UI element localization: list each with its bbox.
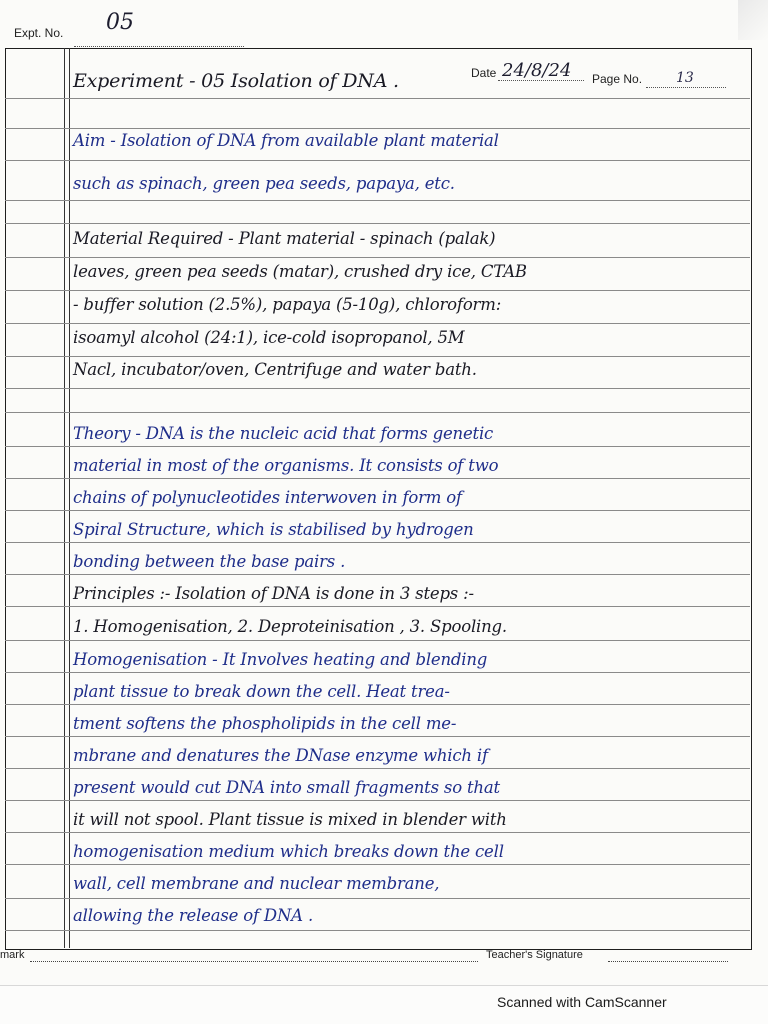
ruled-line — [5, 290, 750, 291]
homogenisation-line-7: homogenisation medium which breaks down the cell — [73, 842, 504, 861]
margin-line-1 — [64, 48, 65, 948]
principles-line-2: 1. Homogenisation, 2. Deproteinisation , 3. Spooling. — [73, 617, 507, 636]
date-label: Date — [471, 66, 497, 80]
materials-line-3: - buffer solution (2.5%), papaya (5-10g), chloroform: — [73, 295, 502, 314]
page-no-value: 13 — [676, 70, 694, 86]
homogenisation-line-2: plant tissue to break down the cell. Heat trea- — [73, 682, 450, 701]
theory-line-5: bonding between the base pairs . — [73, 552, 346, 571]
materials-line-1: Material Required - Plant material - spinach (palak) — [73, 229, 496, 248]
materials-line-2: leaves, green pea seeds (matar), crushed dry ice, CTAB — [73, 262, 527, 281]
experiment-title: Experiment - 05 Isolation of DNA . — [73, 70, 399, 92]
homogenisation-line-5: present would cut DNA into small fragments so that — [73, 778, 500, 797]
ruled-line — [5, 223, 750, 224]
materials-line-4: isoamyl alcohol (24:1), ice-cold isopropanol, 5M — [73, 328, 465, 347]
page-no-label: Page No. — [592, 72, 643, 86]
expt-no-value: 05 — [106, 10, 134, 35]
aim-line-1: Aim - Isolation of DNA from available plant material — [73, 131, 499, 150]
ruled-line — [5, 388, 750, 389]
camscanner-watermark: Scanned with CamScanner — [497, 994, 667, 1010]
homogenisation-line-3: tment softens the phospholipids in the cell me- — [73, 714, 457, 733]
remark-label: mark — [0, 949, 25, 961]
expt-no-dotted-line — [74, 46, 244, 47]
margin-line-2 — [69, 48, 70, 948]
ruled-line — [5, 356, 750, 357]
page-corner-shadow — [738, 0, 768, 40]
homogenisation-line-9: allowing the release of DNA . — [73, 906, 313, 925]
theory-line-1: Theory - DNA is the nucleic acid that forms genetic — [73, 424, 494, 443]
homogenisation-line-8: wall, cell membrane and nuclear membrane, — [73, 874, 440, 893]
homogenisation-line-6: it will not spool. Plant tissue is mixed in blender with — [73, 810, 507, 829]
theory-line-4: Spiral Structure, which is stabilised by hydrogen — [73, 520, 474, 539]
homogenisation-line-1: Homogenisation - It Involves heating and blending — [73, 650, 488, 669]
theory-line-3: chains of polynucleotides interwoven in form of — [73, 488, 462, 507]
expt-no-label: Expt. No. — [14, 26, 64, 40]
ruled-line — [5, 98, 750, 99]
ruled-line — [5, 257, 750, 258]
ruled-line — [5, 128, 750, 129]
teacher-signature-label: Teacher's Signature — [486, 949, 583, 961]
ruled-line — [5, 160, 750, 161]
signature-dotted-line — [608, 961, 728, 962]
ruled-line — [5, 323, 750, 324]
blank-line — [73, 392, 741, 420]
aim-line-2: such as spinach, green pea seeds, papaya, etc. — [73, 174, 455, 193]
theory-line-2: material in most of the organisms. It consists of two — [73, 456, 499, 475]
materials-line-5: Nacl, incubator/oven, Centrifuge and water bath. — [73, 360, 477, 379]
homogenisation-line-4: mbrane and denatures the DNase enzyme which if — [73, 746, 488, 765]
remark-dotted-line — [30, 961, 478, 962]
principles-line-1: Principles :- Isolation of DNA is done in 3 steps :- — [73, 584, 474, 603]
date-value: 24/8/24 — [502, 60, 572, 81]
